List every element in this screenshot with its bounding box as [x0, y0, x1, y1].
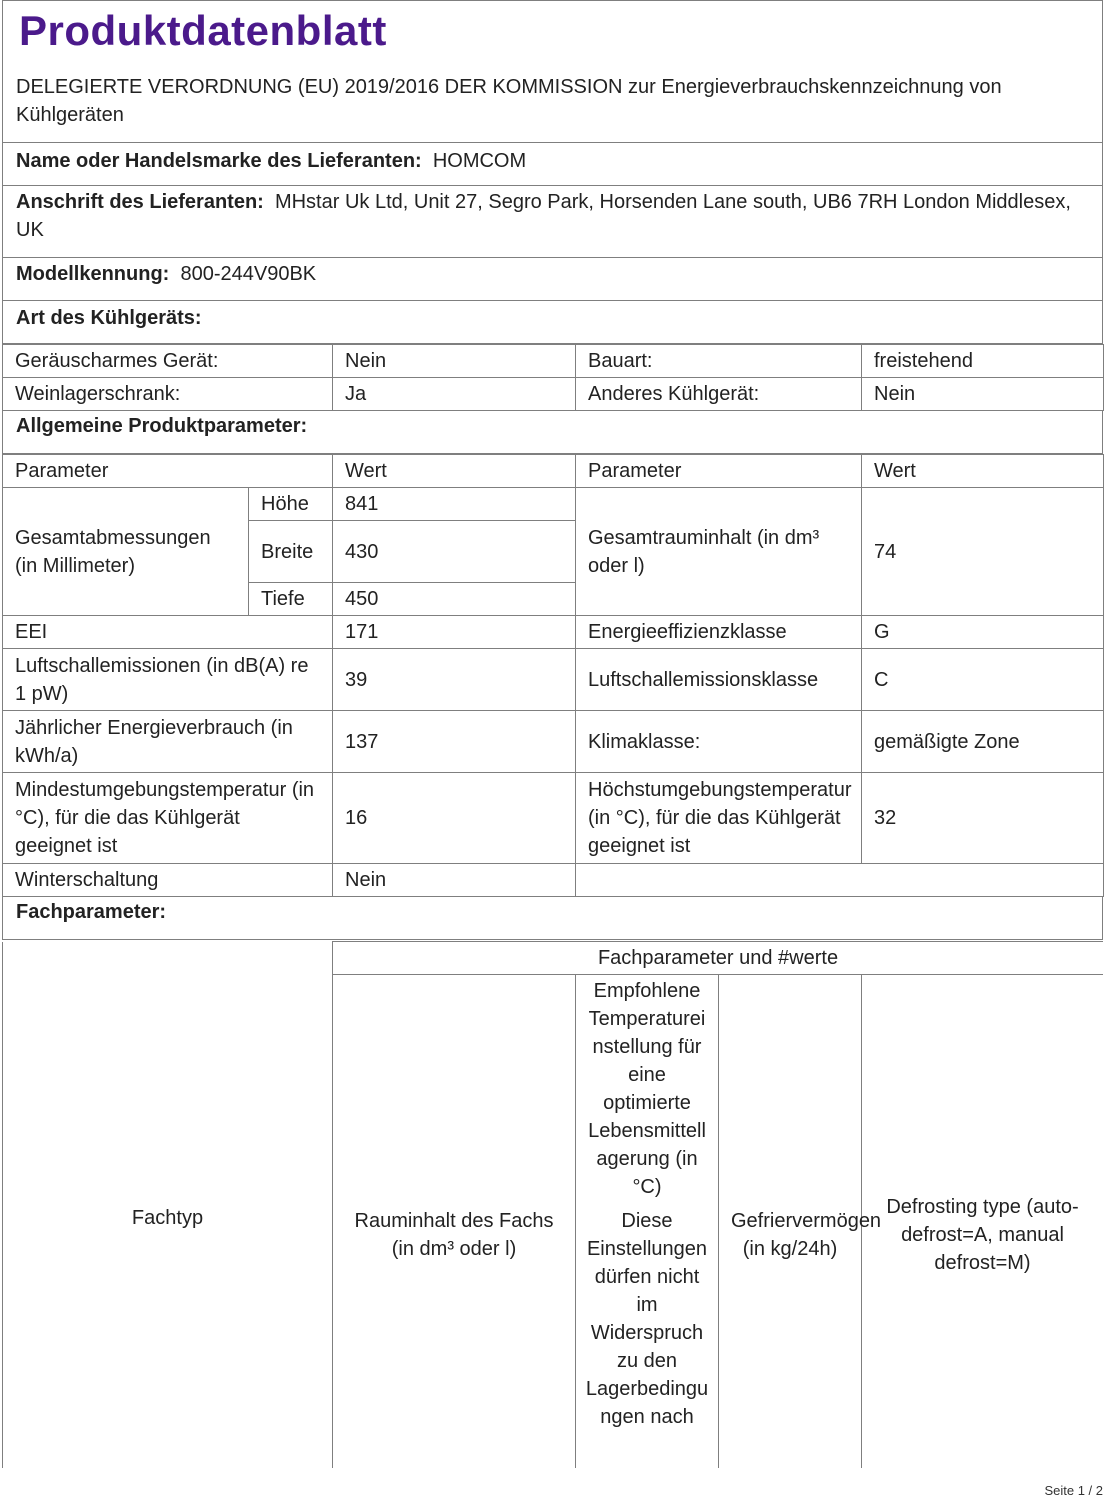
cell: Mindestumgebungstemperatur (in °C), für die das Kühlgerät geeignet ist [3, 773, 333, 864]
supplier-name-row [2, 143, 1103, 186]
temperature-text: Empfohlene Temperatureinstellung für eine optimierte Lebensmittellagerung (in °C) [588, 980, 706, 1198]
table-row [3, 488, 1104, 521]
volume-label: Gesamtrauminhalt (in dm³ oder l) [576, 488, 862, 616]
cell: Klimaklasse: [576, 711, 862, 773]
type-heading-row [2, 301, 1103, 344]
cell: Jährlicher Energieverbrauch (in kWh/a) [3, 711, 333, 773]
cell: Weinlagerschrank: [3, 378, 333, 411]
page-title: Produktdatenblatt [19, 7, 387, 54]
cell: Tiefe [249, 583, 333, 616]
general-heading: Allgemeine Produktparameter: [16, 415, 308, 437]
title-block [2, 0, 1103, 143]
cell: 450 [333, 583, 576, 616]
cell: Nein [862, 378, 1104, 411]
column-header: Wert [862, 455, 1104, 488]
model-value: 800-244V90BK [180, 263, 317, 285]
cell: gemäßigte Zone [862, 711, 1104, 773]
cell: Höchstumgebungstemperatur (in °C), für die das Kühlgerät geeignet ist [576, 773, 862, 864]
cell: Luftschallemissionsklasse [576, 649, 862, 711]
cell: Ja [333, 378, 576, 411]
cell: Geräuscharmes Gerät: [3, 345, 333, 378]
cell: 137 [333, 711, 576, 773]
column-header: Gefriervermögen (in kg/24h) [719, 975, 862, 1469]
cell: Luftschallemissionen (in dB(A) re 1 pW) [3, 649, 333, 711]
table-row [3, 942, 1104, 975]
column-header: Fachtyp [3, 942, 333, 1469]
fach-heading: Fachparameter: [16, 901, 167, 923]
supplier-name-label: Name oder Handelsmarke des Lieferanten: [16, 150, 422, 172]
fach-table [2, 941, 1103, 1468]
column-header: Wert [333, 455, 576, 488]
fach-heading-row [2, 897, 1103, 940]
table-row [3, 455, 1104, 488]
temperature-header [576, 975, 719, 1469]
supplier-name-value: HOMCOM [432, 150, 527, 172]
volume-value: 74 [862, 488, 1104, 616]
cell [576, 864, 1104, 897]
cell: 32 [862, 773, 1104, 864]
cell: Winterschaltung [3, 864, 333, 897]
type-table [2, 344, 1104, 411]
table-row [3, 773, 1104, 864]
model-label: Modellkennung: [16, 263, 170, 285]
cell: freistehend [862, 345, 1104, 378]
cell: 430 [333, 521, 576, 583]
page-number: Seite 1 / 2 [1044, 1483, 1103, 1498]
model-row [2, 258, 1103, 301]
cell: Nein [333, 345, 576, 378]
column-header: Defrosting type (auto-defrost=A, manual defrost=M) [862, 975, 1104, 1469]
column-header: Parameter [3, 455, 333, 488]
cell: Bauart: [576, 345, 862, 378]
cell: 16 [333, 773, 576, 864]
cell: Nein [333, 864, 576, 897]
supplier-address-label: Anschrift des Lieferanten: [16, 191, 264, 213]
supplier-address-row [2, 186, 1103, 258]
table-row [3, 616, 1104, 649]
cell: 171 [333, 616, 576, 649]
table-row [3, 649, 1104, 711]
table-row [3, 864, 1104, 897]
regulation-text: DELEGIERTE VERORDNUNG (EU) 2019/2016 DER KOMMISSION zur Energieverbrauchskennzeichnung von Kühlgeräten [16, 76, 1002, 126]
table-row [3, 711, 1104, 773]
supplier-address-value: MHstar Uk Ltd, Unit 27, Segro Park, Horsenden Lane south, UB6 7RH London Middlesex, UK [16, 191, 1071, 241]
cell: Anderes Kühlgerät: [576, 378, 862, 411]
cell: Energieeffizienzklasse [576, 616, 862, 649]
column-header: Fachparameter und #werte [333, 942, 1104, 975]
cell: Höhe [249, 488, 333, 521]
general-table [2, 454, 1104, 897]
fach-table-wrap [2, 941, 1103, 1468]
dimensions-label: Gesamtabmessungen (in Millimeter) [3, 488, 249, 616]
cell: 841 [333, 488, 576, 521]
cell: EEI [3, 616, 333, 649]
column-header: Parameter [576, 455, 862, 488]
table-row [3, 378, 1104, 411]
cell: Breite [249, 521, 333, 583]
cell: 39 [333, 649, 576, 711]
cell: G [862, 616, 1104, 649]
general-heading-row [2, 411, 1103, 454]
column-header: Rauminhalt des Fachs (in dm³ oder l) [333, 975, 576, 1469]
cell: C [862, 649, 1104, 711]
temperature-note: Diese Einstellungen dürfen nicht im Widerspruch zu den Lagerbedingungen nach [585, 1210, 709, 1428]
type-heading: Art des Kühlgeräts: [16, 307, 202, 329]
datasheet [2, 0, 1103, 940]
table-row [3, 345, 1104, 378]
